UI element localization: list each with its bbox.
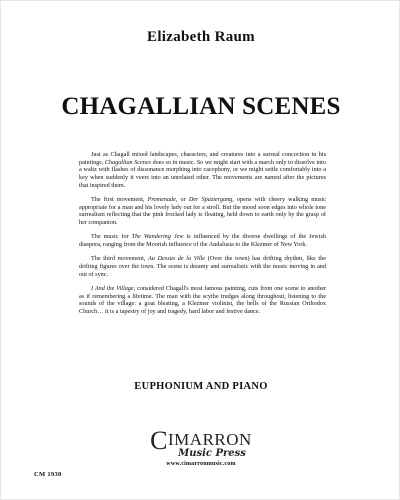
notes-paragraph-4: The third movement, Au Dessus de la Ville (Over the town) has drifting rhythm, like the drifting figures over the town. The scene is dreamy and surrealistic with the music moving in and out of sync. bbox=[79, 255, 326, 278]
catalog-number: CM 1930 bbox=[34, 471, 62, 478]
publisher-url: www.cimarronmusic.com bbox=[166, 461, 236, 467]
piece-title: CHAGALLIAN SCENES bbox=[61, 93, 341, 120]
notes-paragraph-5: I And the Village, considered Chagall's most famous painting, cuts from one scene to another as if remembering a lifetime. The man with the scythe trudges along throughout, listening to the sounds of the village: a goat bleating, a Klezmer violinist, the bells of the Russian Orthodox Church… it is a tapestry of joy and tragedy, hard labor and festive dance. bbox=[79, 284, 326, 315]
publisher-wordmark: CIMARRON bbox=[150, 426, 252, 455]
work-title: Chagallian Scenes bbox=[104, 158, 152, 166]
movement-title: Promenade bbox=[147, 196, 176, 204]
movement-title: I And the Village bbox=[91, 284, 134, 292]
program-notes bbox=[79, 151, 326, 316]
instrumentation: EUPHONIUM AND PIANO bbox=[134, 381, 268, 392]
movement-alt-title: Der Spaziergang bbox=[188, 196, 233, 204]
movement-title: The Wandering Jew bbox=[131, 233, 184, 241]
notes-paragraph-2: The first movement, Promenade, or Der Spaziergang, opens with cheery walking music appropriate for a man and his lovely lady out for a stroll. But the mood soon edges into whole tone surrealism reflecting that the pink frocked lady is floating, held down to earth only by the grasp of her companion. bbox=[79, 196, 326, 227]
movement-title: Au Dessus de la Ville bbox=[148, 255, 206, 263]
notes-paragraph-1: Just as Chagall mixed landscapes, characters, and creatures into a surreal concoction in his paintings, Chagallian Scenes does so in music. So we might start with a march only to dissolve into a waltz with flashes of dissonance morphing into cacophony, or we might settle comfortably into a key when suddenly it veers into an unrelated other. The movements are named after the pictures that inspired them. bbox=[79, 151, 326, 189]
publisher-script-line: Music Press bbox=[178, 448, 246, 459]
composer-name: Elizabeth Raum bbox=[147, 29, 255, 45]
notes-paragraph-3: The music for The Wandering Jew is influenced by the diverse dwellings of the Jewish diaspora, ranging from the Moorish influence of the Andalusia to the Klezmer of New York. bbox=[79, 233, 326, 249]
publisher-logo bbox=[1, 426, 400, 467]
